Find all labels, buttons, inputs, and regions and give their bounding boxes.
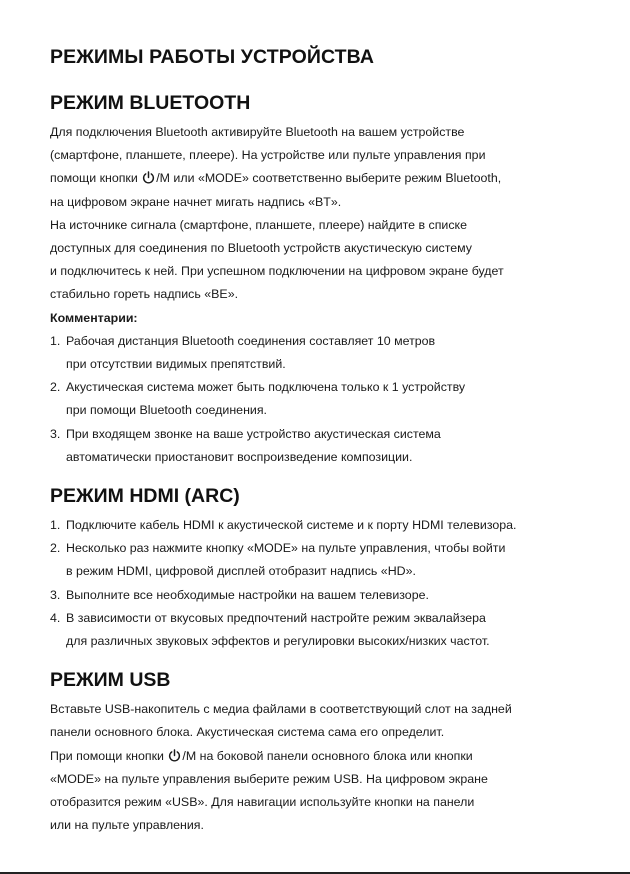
text-line: при помощи Bluetooth соединения. (66, 403, 267, 418)
text-fragment: При помощи кнопки (50, 748, 168, 763)
list-item (50, 537, 595, 583)
text-line: Вставьте USB-накопитель с медиа файлами в соответствующий слот на задней (50, 702, 512, 717)
list-item (50, 514, 595, 537)
text-line: При входящем звонке на ваше устройство акустическая система (66, 426, 441, 441)
text-fragment: помощи кнопки (50, 171, 142, 186)
list-number: 2. (50, 380, 61, 395)
usb-section (50, 667, 595, 837)
bluetooth-section (50, 90, 595, 469)
text-line: отобразится режим «USB». Для навигации используйте кнопки на панели (50, 795, 475, 810)
comments-list (50, 330, 595, 469)
text-line: Подключите кабель HDMI к акустической системе и к порту HDMI телевизора. (66, 518, 517, 533)
text-line: автоматически приостановит воспроизведение композиции. (66, 449, 413, 464)
power-icon (142, 171, 155, 184)
list-number: 3. (50, 587, 61, 602)
list-number: 1. (50, 518, 61, 533)
text-line: на цифровом экране начнет мигать надпись «BT». (50, 194, 342, 209)
power-icon (168, 749, 181, 762)
page-title: РЕЖИМЫ РАБОТЫ УСТРОЙСТВА (50, 46, 375, 68)
hdmi-section (50, 483, 595, 653)
text-line: «MODE» на пульте управления выберите режим USB. На цифровом экране (50, 771, 488, 786)
text-line: Рабочая дистанция Bluetooth соединения составляет 10 метров (66, 333, 436, 348)
bluetooth-heading: РЕЖИМ BLUETOOTH (50, 92, 251, 114)
section-spacer (50, 653, 595, 667)
text-line: Выполните все необходимые настройки на вашем телевизоре. (66, 587, 429, 602)
hdmi-steps-list (50, 514, 595, 653)
text-line: при отсутствии видимых препятствий. (66, 357, 286, 372)
text-line: или на пульте управления. (50, 818, 204, 833)
text-line: для различных звуковых эффектов и регулировки высоких/низких частот. (66, 634, 490, 649)
list-number: 4. (50, 610, 61, 625)
text-line: панели основного блока. Акустическая система сама его определит. (50, 725, 445, 740)
list-number: 2. (50, 541, 61, 556)
text-line: На источнике сигнала (смартфоне, планшете, плеере) найдите в списке (50, 217, 467, 232)
list-item (50, 376, 595, 422)
text-line (50, 167, 595, 190)
text-line: стабильно гореть надпись «BE». (50, 287, 239, 302)
usb-paragraph (50, 698, 595, 837)
list-item (50, 330, 595, 376)
list-item (50, 423, 595, 469)
section-spacer (50, 469, 595, 483)
list-item (50, 607, 595, 653)
text-fragment: /M или «MODE» соответственно выберите режим Bluetooth, (156, 171, 502, 186)
text-line: и подключитесь к ней. При успешном подключении на цифровом экране будет (50, 264, 504, 279)
usb-heading: РЕЖИМ USB (50, 669, 171, 692)
text-line: доступных для соединения по Bluetooth устройств акустическую систему (50, 241, 472, 256)
comments-label: Комментарии: (50, 310, 138, 325)
text-fragment: /M на боковой панели основного блока или кнопки (182, 748, 473, 763)
text-line: Для подключения Bluetooth активируйте Bluetooth на вашем устройстве (50, 125, 465, 139)
bluetooth-paragraph-1 (50, 121, 595, 214)
text-line (50, 745, 595, 768)
text-line: (смартфоне, планшете, плеере). На устройстве или пульте управления при (50, 148, 486, 163)
manual-page (50, 44, 595, 837)
text-line: Несколько раз нажмите кнопку «MODE» на пульте управления, чтобы войти (66, 541, 506, 556)
list-number: 1. (50, 333, 61, 348)
bluetooth-paragraph-2 (50, 214, 595, 307)
text-line: Акустическая система может быть подключена только к 1 устройству (66, 380, 466, 395)
hdmi-heading: РЕЖИМ HDMI (ARC) (50, 485, 240, 508)
list-item (50, 584, 595, 607)
list-number: 3. (50, 426, 61, 441)
text-line: в режим HDMI, цифровой дисплей отобразит надпись «HD». (66, 564, 416, 579)
text-line: В зависимости от вкусовых предпочтений настройте режим эквалайзера (66, 610, 486, 625)
